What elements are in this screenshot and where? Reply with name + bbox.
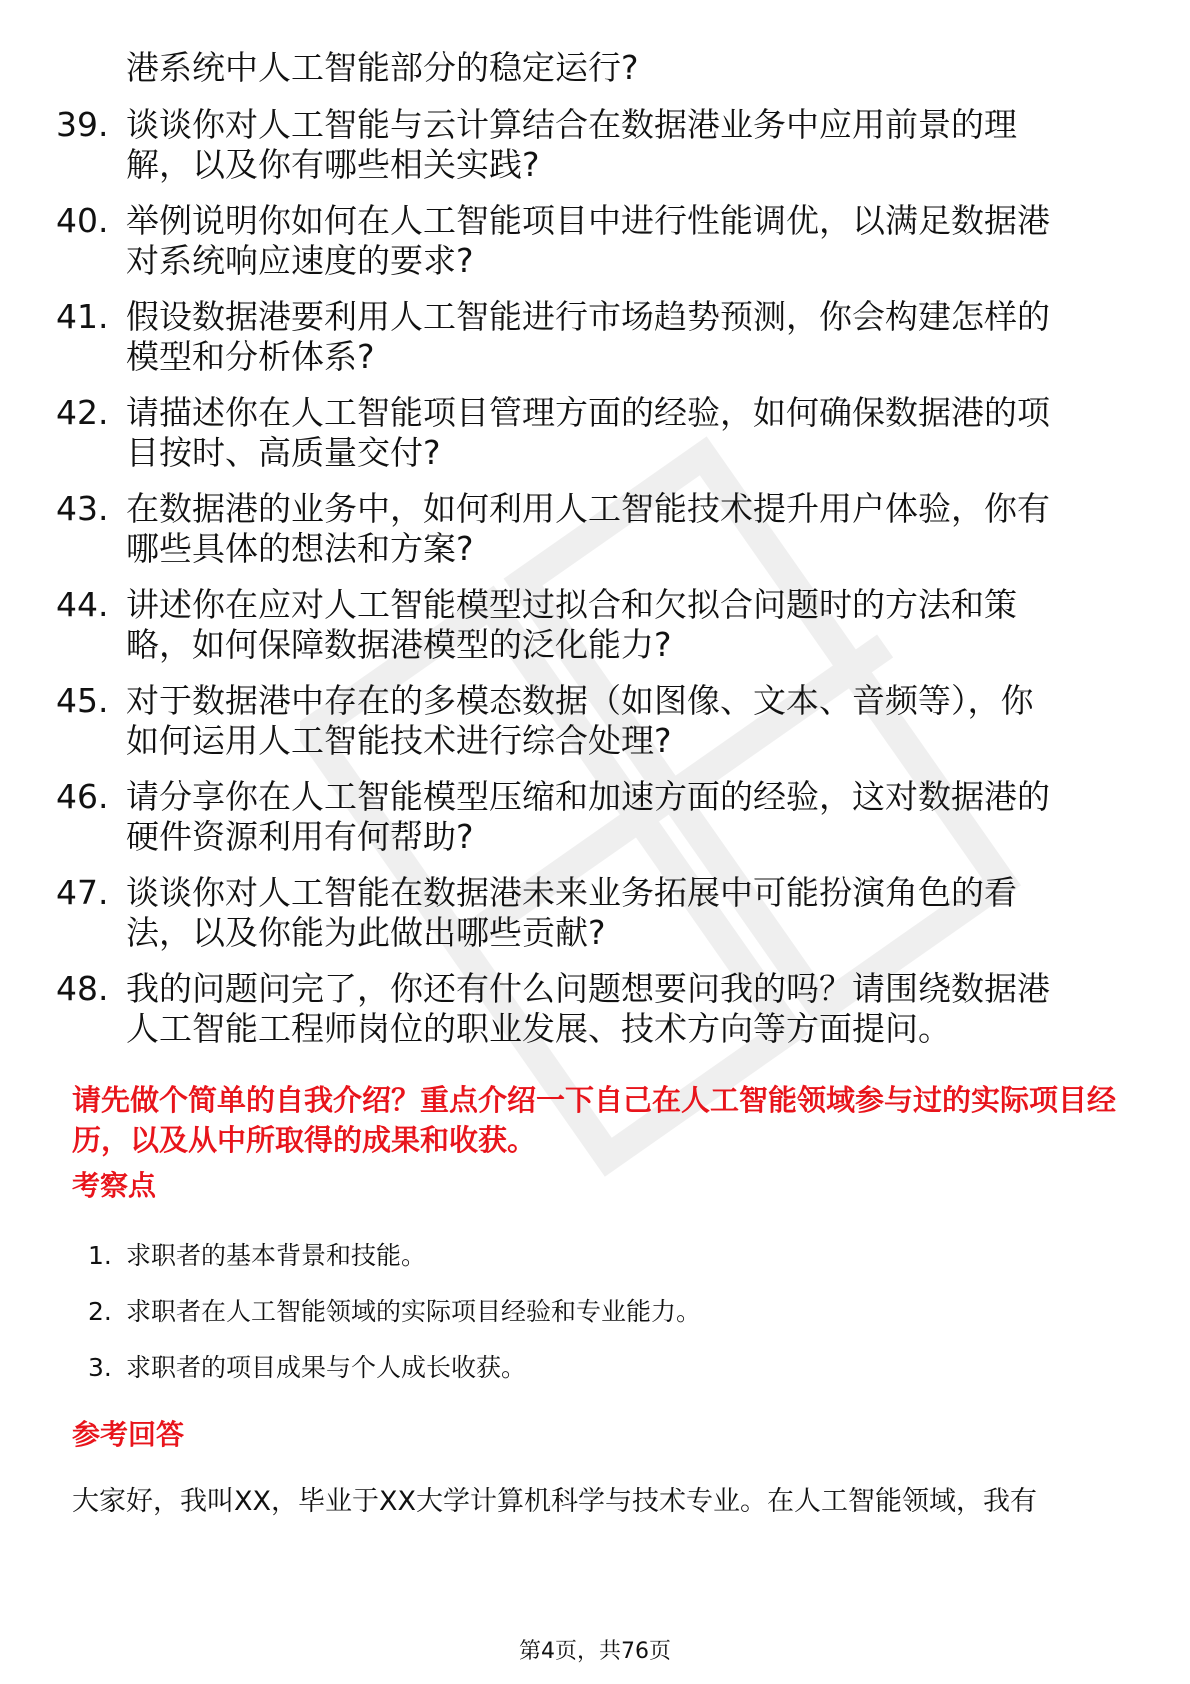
question-number: 47.: [56, 873, 109, 912]
question-line: 对于数据港中存在的多模态数据（如图像、文本、音频等），你: [126, 681, 1034, 720]
question-line: 略，如何保障数据港模型的泛化能力?: [126, 625, 672, 664]
question-line: 谈谈你对人工智能与云计算结合在数据港业务中应用前景的理: [126, 105, 1017, 144]
question-number: 40.: [56, 201, 109, 240]
point-text: 求职者在人工智能领域的实际项目经验和专业能力。: [126, 1297, 702, 1326]
question-number: 48.: [56, 969, 109, 1008]
highlight-line: 请先做个简单的自我介绍？重点介绍一下自己在人工智能领域参与过的实际项目经: [72, 1083, 1117, 1117]
question-line: 在数据港的业务中，如何利用人工智能技术提升用户体验，你有: [126, 489, 1050, 528]
point-text: 求职者的项目成果与个人成长收获。: [126, 1353, 527, 1382]
question-line: 对系统响应速度的要求?: [126, 241, 474, 280]
question-continuation: 港系统中人工智能部分的稳定运行?: [126, 48, 639, 87]
question-number: 46.: [56, 777, 109, 816]
question-line: 如何运用人工智能技术进行综合处理?: [126, 721, 672, 760]
assessment-title: 考察点: [72, 1169, 157, 1202]
question-line: 假设数据港要利用人工智能进行市场趋势预测，你会构建怎样的: [126, 297, 1050, 336]
question-line: 目按时、高质量交付?: [126, 433, 441, 472]
question-line: 我的问题问完了，你还有什么问题想要问我的吗？请围绕数据港: [126, 969, 1050, 1008]
reference-title: 参考回答: [72, 1418, 185, 1451]
question-line: 法，以及你能为此做出哪些贡献?: [126, 913, 606, 952]
question-line: 请分享你在人工智能模型压缩和加速方面的经验，这对数据港的: [126, 777, 1050, 816]
page-footer: 第4页，共76页: [519, 1639, 671, 1664]
point-number: 2.: [88, 1297, 112, 1326]
question-line: 人工智能工程师岗位的职业发展、技术方向等方面提问。: [126, 1009, 951, 1048]
highlight-question: [72, 1080, 1132, 1160]
question-number: 41.: [56, 297, 109, 336]
question-line: 举例说明你如何在人工智能项目中进行性能调优，以满足数据港: [126, 201, 1050, 240]
highlight-line: 历，以及从中所取得的成果和收获。: [72, 1123, 537, 1157]
question-line: 模型和分析体系?: [126, 337, 375, 376]
question-line: 讲述你在应对人工智能模型过拟合和欠拟合问题时的方法和策: [126, 585, 1017, 624]
question-line: 请描述你在人工智能项目管理方面的经验，如何确保数据港的项: [126, 393, 1050, 432]
question-line: 硬件资源利用有何帮助?: [126, 817, 474, 856]
question-number: 42.: [56, 393, 109, 432]
question-number: 45.: [56, 681, 109, 720]
point-text: 求职者的基本背景和技能。: [126, 1241, 427, 1270]
question-number: 43.: [56, 489, 109, 528]
point-number: 1.: [88, 1241, 112, 1270]
reference-answer-text: 大家好，我叫XX，毕业于XX大学计算机科学与技术专业。在人工智能领域，我有: [72, 1486, 1037, 1517]
point-number: 3.: [88, 1353, 112, 1382]
question-number: 39.: [56, 105, 109, 144]
question-line: 谈谈你对人工智能在数据港未来业务拓展中可能扮演角色的看: [126, 873, 1017, 912]
question-line: 哪些具体的想法和方案?: [126, 529, 474, 568]
question-number: 44.: [56, 585, 109, 624]
question-line: 解，以及你有哪些相关实践?: [126, 145, 540, 184]
